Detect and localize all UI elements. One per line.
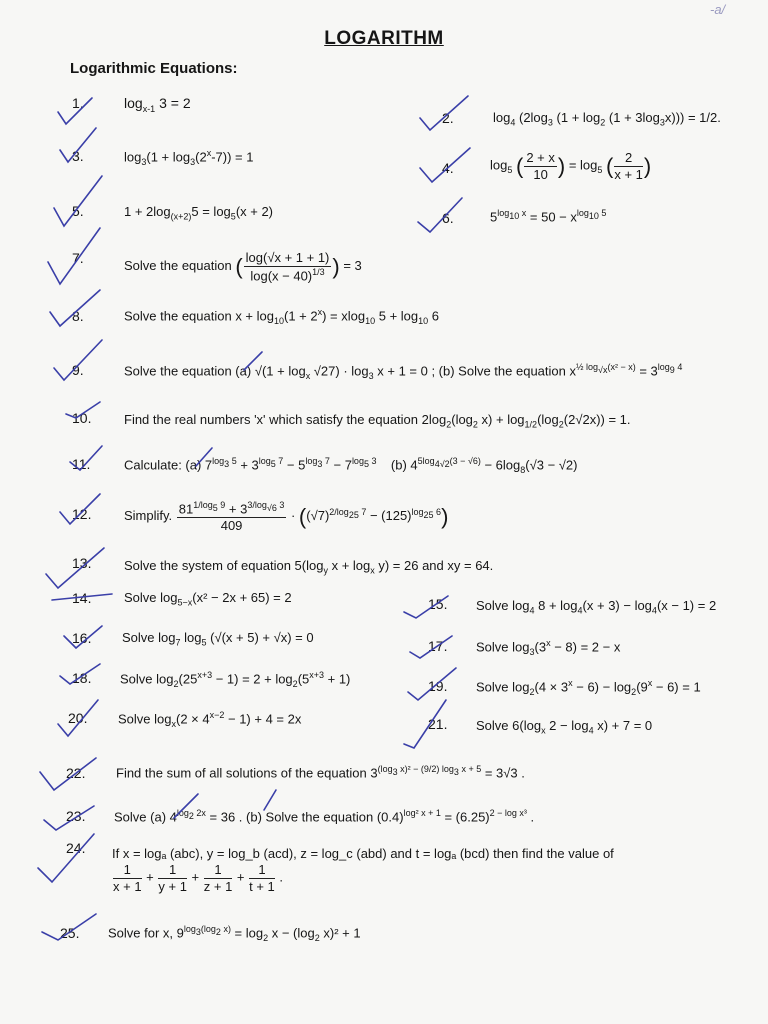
problem-15-text: Solve $\log_4 8 + \log_4(x + 3) - \log_4(x - 1) = 2$ <box>476 598 717 616</box>
problem-number: 20. <box>68 710 88 726</box>
problem-19-text: Solve $\log_2(4 \times 3^x - 6) - \log_2(9^x - 6) = 1$ <box>476 678 701 697</box>
problem-number: 19. <box>428 678 448 694</box>
problem-number: 9. <box>72 362 84 378</box>
problem-17-text: Solve $\log_3(3^x - 8) = 2 - x$ <box>476 638 621 657</box>
problem-22-text: Find the sum of all solutions of the equation $3^{(log_3 x)^2 - (9/2) log_3 x + 5} = 3√3$ . <box>116 764 525 781</box>
problem-23-text: Solve (a) $4^{log_2 2x} = 36$ . (b) Solve the equation $(0.4)^{log^2 x + 1} = (6.25)^{2 - log x^3}$ . <box>114 808 535 825</box>
problem-24-text: $\frac{1}{x + 1}$ + $\frac{1}{y + 1}$ + $\frac{1}{z + 1}$ + $\frac{1}{t + 1}$ . <box>113 862 284 894</box>
problem-number: 17. <box>428 638 448 654</box>
problem-13-text: Solve the system of equation $5(\log_y$ $x + \log_x y) = 26$ and xy = 64. <box>124 558 494 576</box>
problem-8-text: Solve the equation $x + \log_{10}(1 + 2^x) = xlog_{10}$ $5 + \log_{10} 6$ <box>124 307 439 326</box>
problem-number: 22. <box>66 765 86 781</box>
problem-number: 13. <box>72 555 92 571</box>
problem-number: 11. <box>72 456 91 472</box>
problem-number: 7. <box>72 250 84 266</box>
problem-number: 1. <box>72 95 84 111</box>
problem-number: 14. <box>72 590 92 606</box>
problem-16-text: Solve $\log_7 \log_5 (√(x + 5) + √x) = 0$ <box>122 630 314 648</box>
problem-number: 12. <box>72 506 92 522</box>
problem-9-text: Solve the equation (a) $√(1 + \log_x √27) \cdot \log_3 x + 1 = 0$ ; (b) Solve the equation $x^{\frac{1}{2} log_{√x}(x^2 - x)} = 3^{log_9 4}$ <box>124 362 683 381</box>
problem-number: 24. <box>66 840 86 856</box>
page-title: LOGARITHM <box>324 28 444 49</box>
corner-mark: -a/ <box>710 2 726 17</box>
problem-5-text: $1 + 2\log_{(x+2)}5 = \log_5(x + 2)$ <box>124 204 274 222</box>
problem-number: 10. <box>72 410 92 426</box>
problem-18-text: Solve $\log_2(25^{x+3} - 1) = 2 + \log_2(5^{x+3} + 1)$ <box>120 670 351 689</box>
problem-number: 3. <box>72 148 84 164</box>
problem-4-text: $\log_5$ ( $\frac{2 + x}{10}$ ) = $\log_5$ ( $\frac{2}{x + 1}$ ) <box>490 150 652 182</box>
problem-7-text: Solve the equation ( $\frac{\log(√x + 1 + 1)}{\log(x - 40)^{1/3}}$ ) = 3 <box>124 250 362 283</box>
problem-number: 21. <box>428 716 448 732</box>
problem-number: 8. <box>72 308 84 324</box>
problem-20-text: Solve $\log_x(2 \times 4^{x-2} - 1) + 4 = 2x$ <box>118 710 302 729</box>
problem-2-text: $\log_4 (2\log_3$ $(1 + \log_2 (1 + 3\log_3x))) = 1/2$. <box>493 110 721 128</box>
section-heading: Logarithmic Equations: <box>70 60 238 77</box>
problem-3-text: $\log_3(1 + \log_3(2^x-7)) = 1$ <box>124 148 254 167</box>
problem-21-text: Solve $6(\log_x$ $2 - \log_4 x) + 7 = 0$ <box>476 718 653 736</box>
problem-number: 2. <box>442 110 454 126</box>
problem-number: 5. <box>72 203 84 219</box>
problem-11-text: Calculate: (a) $7^{log_3 5} + 3^{log_5 7} - 5^{log_3 7} - 7^{log_5 3}$ (b) $4^{5log_{4√2}(3 - √6)} - 6\log_8(√3 - √2)$ <box>124 456 578 475</box>
problem-number: 18. <box>72 670 92 686</box>
problem-number: 25. <box>60 925 80 941</box>
problem-number: 6. <box>442 210 454 226</box>
problem-number: 4. <box>442 160 454 176</box>
problem-10-text: Find the real numbers 'x' which satisfy the equation $2\log_2(\log_2$ $x) + \log_{1/2}(\log_2(2√2x)) = 1$. <box>124 412 631 430</box>
problem-number: 23. <box>66 808 86 824</box>
problem-1-text: $\log_{x-1} 3 = 2$ <box>124 95 191 114</box>
problem-25-text: Solve for x, $9^{log_3(log_2 x)} = \log_2 x - (\log_2$ x)² + 1 <box>108 924 361 943</box>
problem-number: 16. <box>72 630 92 646</box>
problem-24-label: If x = logₐ (abc), y = log_b (acd), z = log_c (abd) and t = logₐ (bcd) then find the value of <box>112 846 614 861</box>
problem-14-text: Solve $\log_{5-x}(x^2 - 2x + 65) = 2$ <box>124 590 292 608</box>
problem-12-text: Simplify. $\frac{81^{1/log_5 9} + 3^{3/log_{√6} 3}}{409}$ · $((√7)^{2/log_{25} 7} - (125)^{log_{25} 6})$ <box>124 500 449 533</box>
problem-6-text: $5^{log_{10} x} = 50 - x^{log_{10} 5}$ <box>490 208 607 225</box>
problem-number: 15. <box>428 596 448 612</box>
